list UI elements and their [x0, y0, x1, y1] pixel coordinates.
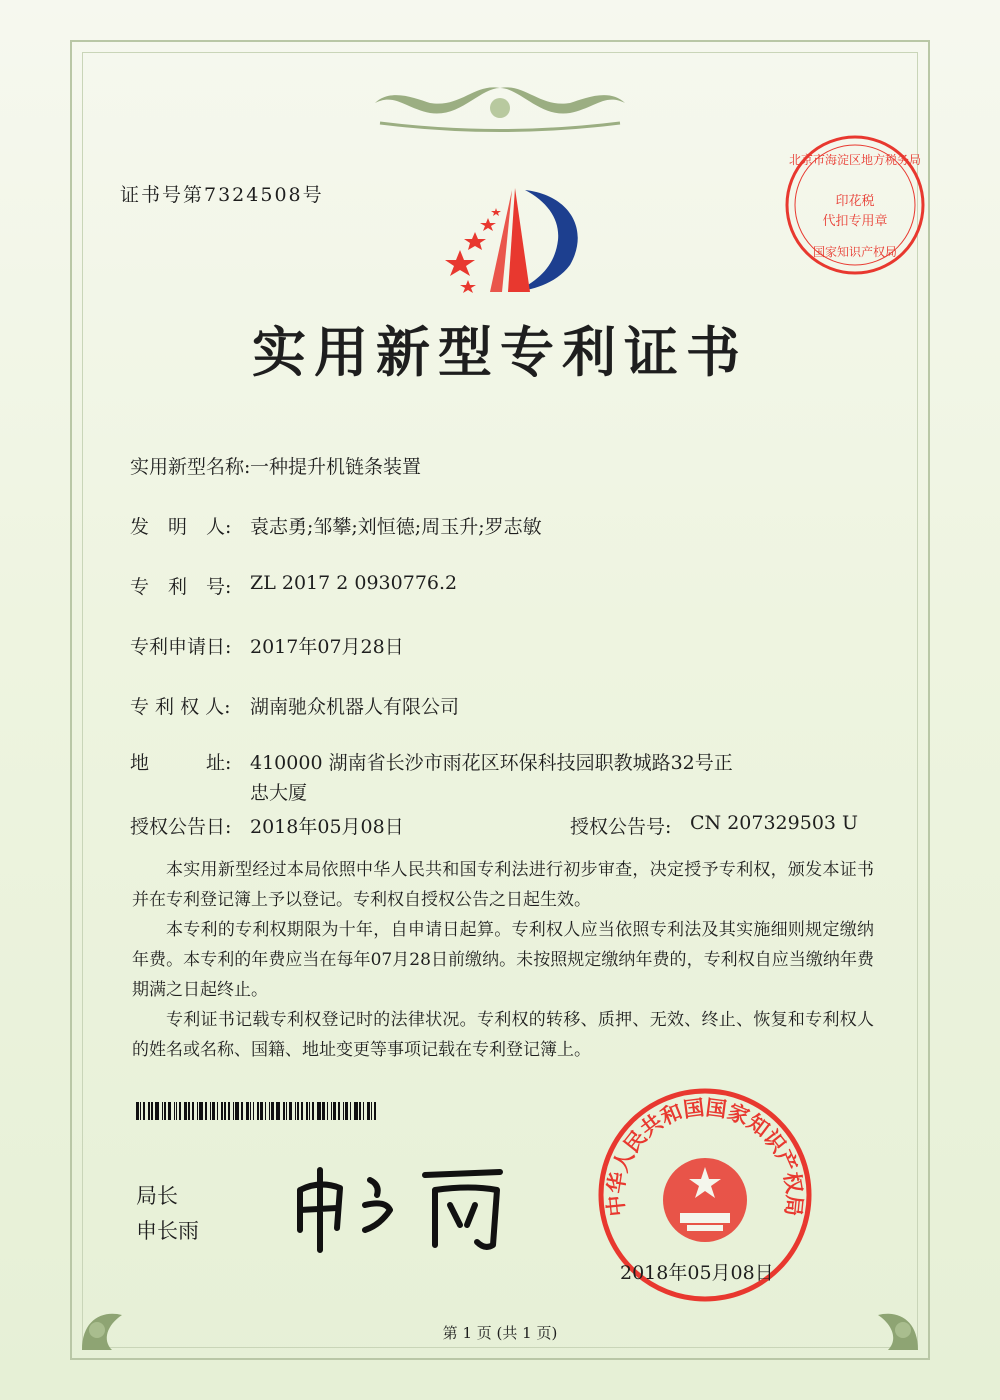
barcode-bar — [184, 1102, 187, 1120]
barcode-bar — [174, 1102, 175, 1120]
barcode-bar — [312, 1102, 313, 1120]
barcode-bar — [233, 1102, 234, 1120]
barcode-bar — [350, 1102, 351, 1120]
barcode-bar — [331, 1102, 332, 1120]
patent-holder-row — [130, 692, 459, 719]
utility-model-name: 一种提升机链条装置 — [250, 456, 422, 478]
barcode-bar — [179, 1102, 180, 1120]
barcode-bar — [374, 1102, 375, 1120]
barcode-bar — [257, 1102, 258, 1120]
barcode-bar — [143, 1102, 144, 1120]
barcode-bar — [271, 1102, 274, 1120]
barcode-icon — [136, 1102, 392, 1120]
barcode-bar — [192, 1102, 193, 1120]
barcode-bar — [217, 1102, 218, 1120]
svg-text:代扣专用章: 代扣专用章 — [822, 214, 888, 229]
barcode-bar — [269, 1102, 270, 1120]
barcode-bar — [283, 1102, 284, 1120]
grant-date: 2018年05月08日 — [250, 816, 404, 838]
svg-text:中华人民共和国国家知识产权局: 中华人民共和国国家知识产权局 — [603, 1095, 807, 1218]
seal-date: 2018年05月08日 — [620, 1262, 774, 1284]
svg-text:印花税: 印花税 — [835, 194, 875, 209]
barcode-bar — [317, 1102, 321, 1120]
barcode-bar — [140, 1102, 141, 1120]
field-label: 授权公告日: — [130, 816, 232, 838]
barcode-bar — [176, 1102, 177, 1120]
barcode-bar — [210, 1102, 211, 1120]
field-label: 专 利 权 人: — [130, 696, 231, 718]
barcode-bar — [155, 1102, 159, 1120]
barcode-bar — [306, 1102, 307, 1120]
barcode-bar — [235, 1102, 239, 1120]
barcode-bar — [265, 1102, 266, 1120]
top-ornament-icon — [360, 78, 640, 138]
grant-publication-number-row — [570, 812, 858, 839]
barcode-bar — [289, 1102, 292, 1120]
barcode-bar — [250, 1102, 251, 1120]
barcode-bar — [228, 1102, 229, 1120]
address: 410000 湖南省长沙市雨花区环保科技园职教城路32号正忠大厦 — [250, 752, 733, 804]
utility-model-name-row — [130, 452, 421, 479]
barcode-bar — [309, 1102, 310, 1120]
field-label: 专 利 号: — [130, 576, 232, 598]
barcode-bar — [224, 1102, 227, 1120]
barcode-bar — [301, 1102, 304, 1120]
barcode-bar — [371, 1102, 372, 1120]
field-label: 实用新型名称: — [130, 456, 251, 478]
grant-publication-number: CN 207329503 U — [690, 812, 859, 834]
barcode-bar — [164, 1102, 165, 1120]
paragraph-term: 本专利的专利权期限为十年，自申请日起算。专利权人应当依照专利法及其实施细则规定缴纳年费。本专利的年费应当在每年07月28日前缴纳。未按照规定缴纳年费的，专利权自应当缴纳年费期满之日起终止。 — [132, 920, 874, 1000]
patent-number-row — [130, 572, 457, 599]
cnipa-logo-icon — [430, 180, 590, 300]
barcode-bar — [246, 1102, 249, 1120]
field-label: 地 址: — [130, 752, 232, 774]
barcode-bar — [151, 1102, 152, 1120]
barcode-bar — [295, 1102, 296, 1120]
barcode-bar — [241, 1102, 242, 1120]
grant-date-row — [130, 812, 404, 839]
barcode-bar — [168, 1102, 171, 1120]
barcode-bar — [136, 1102, 139, 1120]
certificate-title: 实用新型专利证书 — [252, 321, 748, 384]
tax-stamp-seal-icon — [780, 130, 930, 280]
certificate-number: 证书号第7324508号 — [120, 184, 324, 206]
field-label: 授权公告号: — [570, 816, 672, 838]
address-row — [130, 748, 750, 808]
svg-text:北京市海淀区地方税务局: 北京市海淀区地方税务局 — [788, 153, 922, 167]
barcode-bar — [197, 1102, 198, 1120]
barcode-bar — [221, 1102, 222, 1120]
application-date: 2017年07月28日 — [250, 636, 404, 658]
svg-text:国家知识产权局: 国家知识产权局 — [812, 245, 898, 259]
barcode-bar — [338, 1102, 339, 1120]
barcode-bar — [363, 1102, 364, 1120]
barcode-bar — [327, 1102, 328, 1120]
barcode-bar — [199, 1102, 203, 1120]
barcode-bar — [359, 1102, 360, 1120]
barcode-bar — [367, 1102, 370, 1120]
corner-ornament-icon — [838, 1270, 928, 1360]
corner-ornament-icon — [72, 1270, 162, 1360]
application-date-row — [130, 632, 404, 659]
barcode-bar — [286, 1102, 287, 1120]
barcode-bar — [345, 1102, 348, 1120]
barcode-bar — [260, 1102, 263, 1120]
barcode-bar — [297, 1102, 298, 1120]
barcode-bar — [322, 1102, 325, 1120]
patent-number: ZL 2017 2 0930776.2 — [250, 572, 458, 594]
barcode-bar — [188, 1102, 191, 1120]
barcode-bar — [333, 1102, 336, 1120]
page-number: 第 1 页 (共 1 页) — [442, 1324, 558, 1342]
patent-holder: 湖南驰众机器人有限公司 — [250, 696, 460, 718]
barcode-bar — [276, 1102, 280, 1120]
inventors: 袁志勇;邹攀;刘恒德;周玉升;罗志敏 — [250, 516, 542, 538]
barcode-bar — [253, 1102, 254, 1120]
field-label: 专利申请日: — [130, 636, 232, 658]
barcode-bar — [205, 1102, 206, 1120]
handwritten-signature-icon — [285, 1150, 525, 1260]
director-name: 申长雨 — [136, 1219, 199, 1243]
barcode-bar — [148, 1102, 151, 1120]
director-title: 局长 — [136, 1184, 178, 1208]
barcode-bar — [343, 1102, 344, 1120]
barcode-bar — [162, 1102, 163, 1120]
barcode-bar — [212, 1102, 215, 1120]
field-label: 发 明 人: — [130, 516, 232, 538]
paragraph-grant: 本实用新型经过本局依照中华人民共和国专利法进行初步审查，决定授予专利权，颁发本证书并在专利登记簿上予以登记。专利权自授权公告之日起生效。 — [132, 860, 874, 910]
paragraph-legal-status: 专利证书记载专利权登记时的法律状况。专利权的转移、质押、无效、终止、恢复和专利权人的姓名或名称、国籍、地址变更等事项记载在专利登记簿上。 — [132, 1010, 874, 1060]
inventor-row — [130, 512, 542, 539]
barcode-bar — [354, 1102, 358, 1120]
